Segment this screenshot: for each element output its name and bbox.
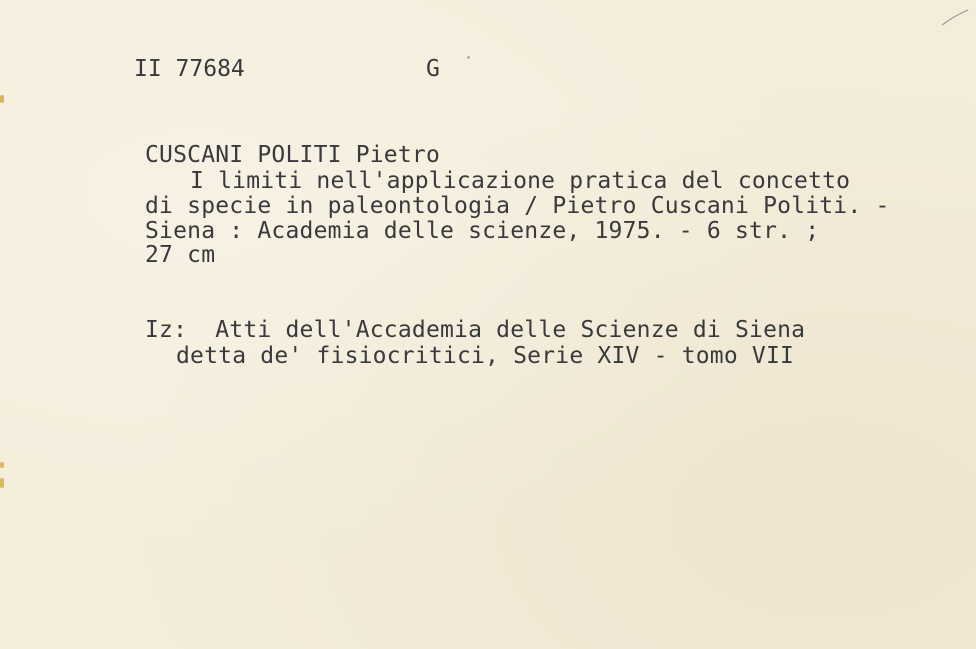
paper-speck — [467, 56, 470, 59]
pencil-tick-mark — [940, 8, 970, 28]
title-line: di specie in paleontologia / Pietro Cuscani Politi. - — [145, 193, 890, 219]
source-note-line: detta de' fisiocritici, Serie XIV - tomo VII — [176, 343, 795, 369]
title-line: Siena : Academia delle scienze, 1975. - 6 str. ; — [145, 218, 820, 244]
source-note-line: Iz: Atti dell'Accademia delle Scienze di Siena — [145, 317, 806, 343]
author-heading: CUSCANI POLITI Pietro — [145, 142, 440, 168]
title-line: 27 cm — [145, 242, 216, 268]
edge-stain — [0, 95, 4, 103]
call-number: II 77684 — [134, 56, 245, 82]
location-code: G — [426, 56, 441, 82]
edge-stain — [0, 478, 4, 488]
edge-stain — [0, 462, 4, 468]
title-line: I limiti nell'applicazione pratica del concetto — [190, 168, 851, 194]
